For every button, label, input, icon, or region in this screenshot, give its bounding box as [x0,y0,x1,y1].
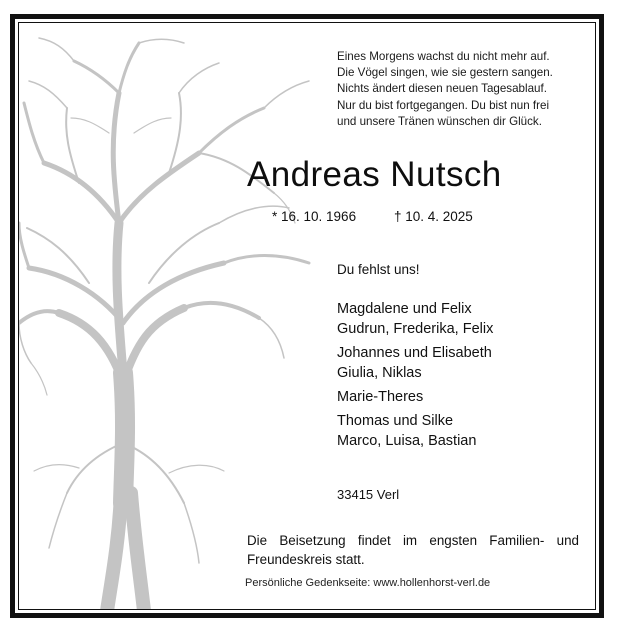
mourner-names: Magdalene und Felix [337,301,472,317]
mourner-group [337,411,493,451]
verse-line: Eines Morgens wachst du nicht mehr auf. [337,50,550,63]
mourner-group [337,299,493,339]
mourner-group [337,387,493,407]
burial-line: Die Beisetzung findet im engsten Familien- und [247,533,579,548]
mourner-children: Gudrun, Frederika, Felix [337,321,494,337]
burial-notice [247,531,579,569]
verse-line: Nur du bist fortgegangen. Du bist nun frei [337,98,550,112]
verse-line: Die Vögel singen, wie sie gestern sangen. [337,66,553,80]
verse-line: und unsere Tränen wünschen dir Glück. [337,114,542,128]
memorial-verse [337,49,587,130]
memorial-website: Persönliche Gedenkseite: www.hollenhorst-verl.de [245,577,491,589]
deceased-name: Andreas Nutsch [247,155,502,194]
mourner-group [337,343,493,383]
obituary-card [10,14,604,618]
place-postal: 33415 Verl [337,487,400,502]
birth-date: * 16. 10. 1966 [272,209,357,224]
mourner-names: Marie-Theres [337,389,424,405]
death-date: † 10. 4. 2025 [394,209,473,224]
verse-line: Nichts ändert diesen neuen Tagesablauf. [337,82,547,96]
obituary-inner-frame [18,22,596,610]
mourner-names: Thomas und Silke [337,413,454,429]
burial-line: Freundeskreis statt. [247,552,365,567]
mourners-list [337,299,493,455]
mourner-children: Marco, Luisa, Bastian [337,433,477,449]
farewell-message: Du fehlst uns! [337,262,420,277]
mourner-children: Giulia, Niklas [337,365,422,381]
mourner-names: Johannes und Elisabeth [337,345,492,361]
